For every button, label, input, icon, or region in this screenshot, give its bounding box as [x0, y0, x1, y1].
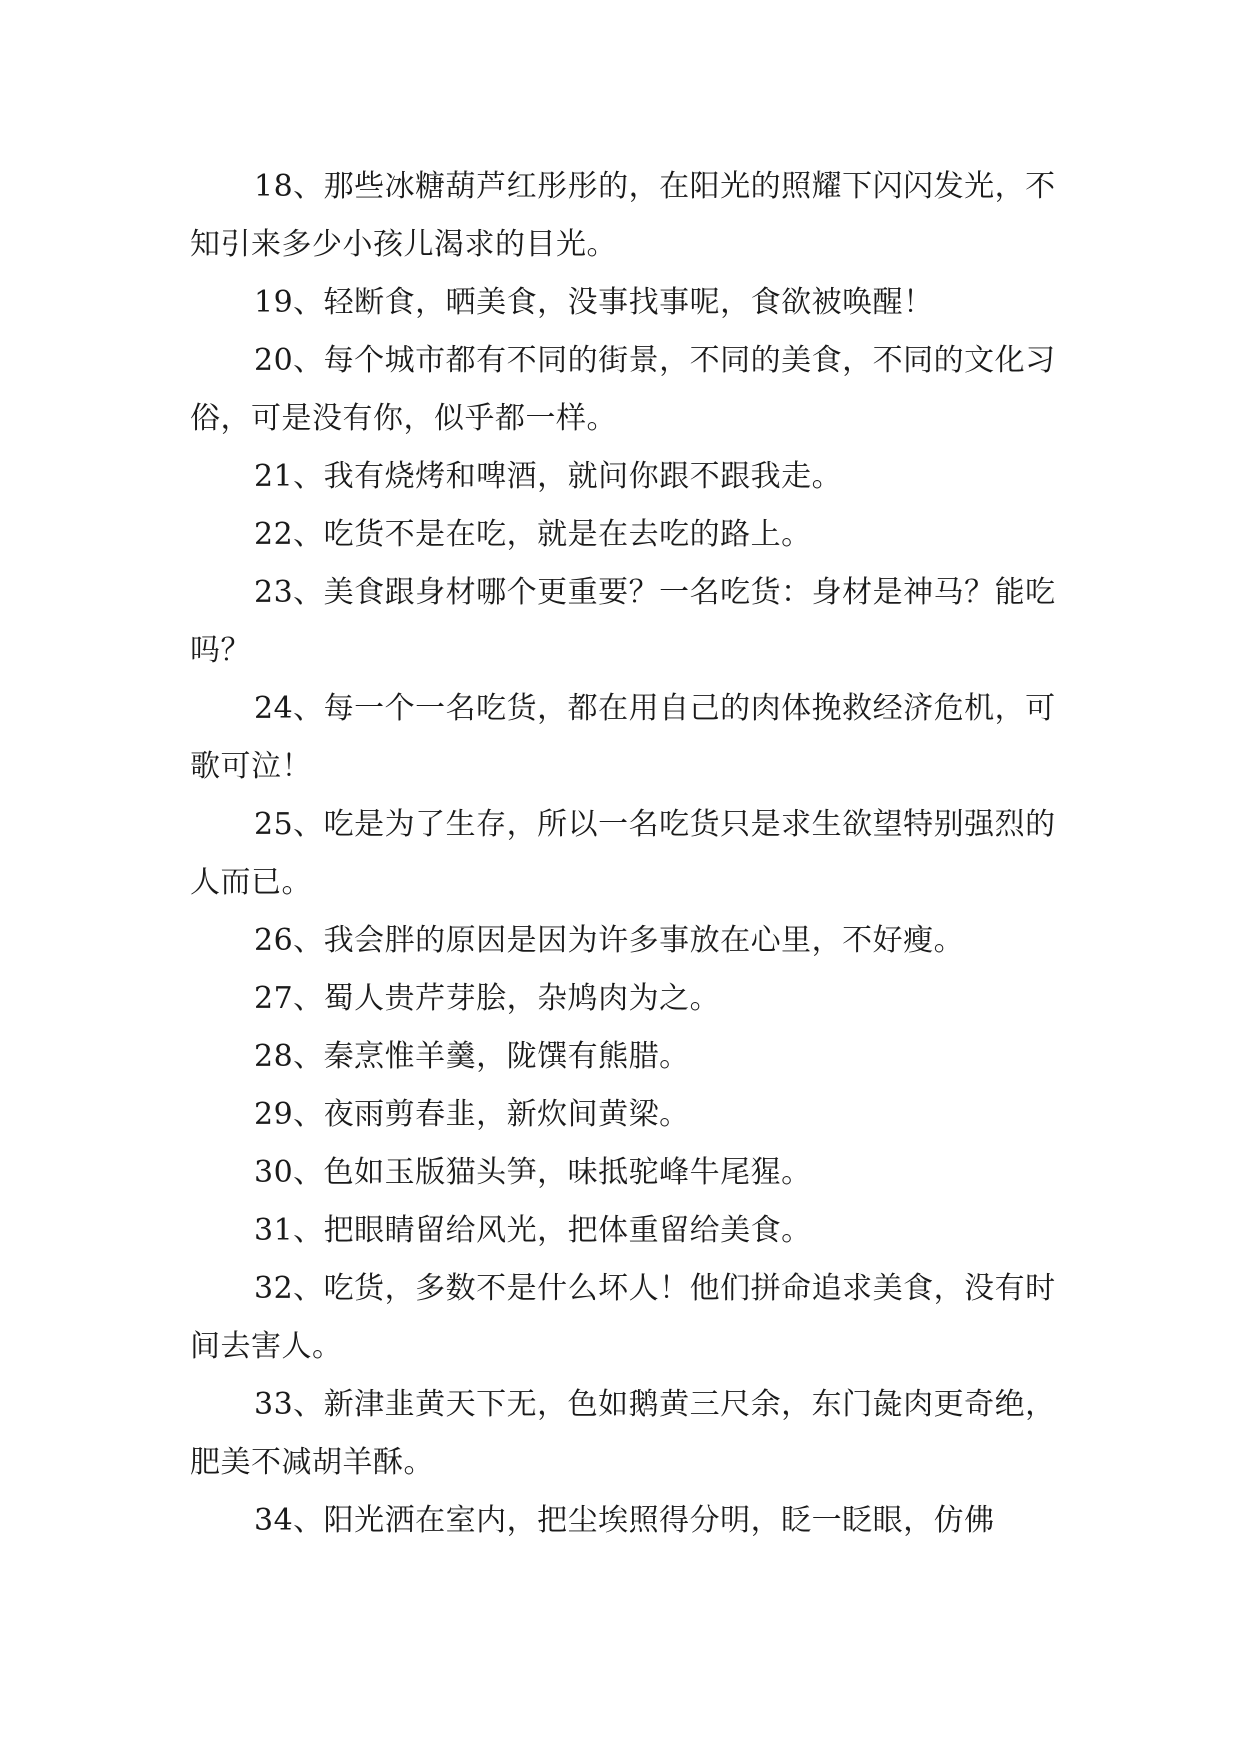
- paragraph-30: 30、色如玉版猫头笋，味抵驼峰牛尾猩。: [254, 1155, 812, 1190]
- paragraph-19: 19、轻断食，晒美食，没事找事呢，食欲被唤醒！: [254, 285, 934, 320]
- paragraph-29: 29、夜雨剪春韭，新炊间黄梁。: [254, 1097, 690, 1132]
- paragraph-34: 34、阳光洒在室内，把尘埃照得分明，眨一眨眼，仿佛: [254, 1503, 995, 1538]
- paragraph-25: 25、吃是为了生存，所以一名吃货只是求生欲望特别强烈的人而已。: [190, 807, 1056, 900]
- paragraph-28: 28、秦烹惟羊羹，陇馔有熊腊。: [254, 1039, 690, 1074]
- paragraph-27: 27、蜀人贵芹芽脍，杂鸠肉为之。: [254, 981, 721, 1016]
- paragraph-20: 20、每个城市都有不同的街景，不同的美食，不同的文化习俗，可是没有你，似乎都一样。: [190, 343, 1056, 436]
- paragraph-26: 26、我会胖的原因是因为许多事放在心里，不好瘦。: [254, 923, 965, 958]
- paragraph-33: 33、新津韭黄天下无，色如鹅黄三尺余，东门彘肉更奇绝，肥美不减胡羊酥。: [190, 1387, 1056, 1480]
- paragraph-18: 18、那些冰糖葫芦红彤彤的，在阳光的照耀下闪闪发光，不知引来多少小孩儿渴求的目光。: [190, 169, 1056, 262]
- document-body: [190, 158, 1060, 1550]
- paragraph-23: 23、美食跟身材哪个更重要？一名吃货：身材是神马？能吃吗？: [190, 575, 1056, 668]
- paragraph-22: 22、吃货不是在吃，就是在去吃的路上。: [254, 517, 812, 552]
- paragraph-24: 24、每一个一名吃货，都在用自己的肉体挽救经济危机，可歌可泣！: [190, 691, 1056, 784]
- paragraph-31: 31、把眼睛留给风光，把体重留给美食。: [254, 1213, 812, 1248]
- paragraph-21: 21、我有烧烤和啤酒，就问你跟不跟我走。: [254, 459, 843, 494]
- paragraph-32: 32、吃货，多数不是什么坏人！他们拼命追求美食，没有时间去害人。: [190, 1271, 1056, 1364]
